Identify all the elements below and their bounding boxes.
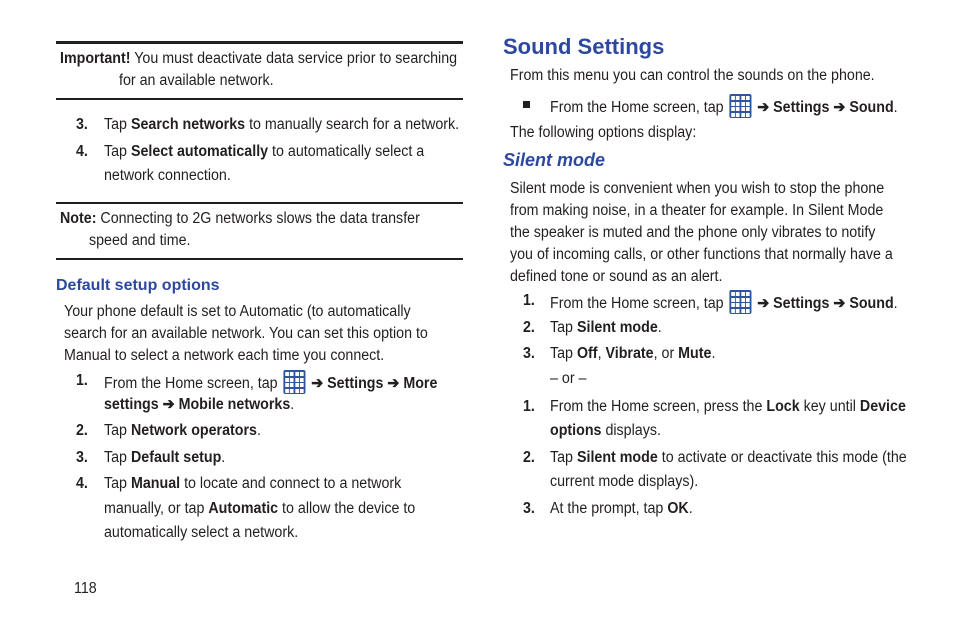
apps-grid-dot bbox=[731, 96, 735, 100]
step-manual-line3: automatically select a network. bbox=[104, 524, 299, 541]
note-top-rule bbox=[56, 202, 463, 204]
apps-grid-dot bbox=[746, 102, 750, 106]
step-select-automatically: Tap Select automatically to automatically select a bbox=[104, 143, 425, 160]
apps-grid-dot bbox=[736, 292, 740, 296]
step-number: 4. bbox=[76, 143, 88, 160]
step-number: 3. bbox=[523, 345, 535, 362]
step-number: 2. bbox=[76, 422, 88, 439]
apps-grid-dot bbox=[746, 303, 750, 307]
apps-grid-dot bbox=[731, 107, 735, 111]
step-prompt-ok: At the prompt, tap OK. bbox=[550, 500, 693, 517]
step-number: 2. bbox=[523, 319, 535, 336]
apps-grid-dot bbox=[295, 378, 299, 382]
apps-grid-icon bbox=[729, 94, 751, 118]
apps-grid-dot bbox=[295, 372, 299, 376]
apps-grid-dot bbox=[285, 383, 289, 387]
apps-grid-dot bbox=[295, 389, 299, 393]
note-line2: speed and time. bbox=[89, 232, 191, 249]
step-network-operators: Tap Network operators. bbox=[104, 422, 261, 439]
apps-grid-dot bbox=[736, 102, 740, 106]
step-search-networks: Tap Search networks to manually search for a network. bbox=[104, 116, 460, 133]
apps-grid-dot bbox=[741, 309, 745, 313]
apps-grid-dot bbox=[731, 113, 735, 117]
apps-grid-dot bbox=[746, 96, 750, 100]
apps-grid-dot bbox=[746, 113, 750, 117]
step-number: 3. bbox=[76, 116, 88, 133]
default-para-line1: Your phone default is set to Automatic (to automatically bbox=[64, 303, 411, 320]
apps-grid-dot bbox=[731, 309, 735, 313]
apps-grid-dot bbox=[285, 372, 289, 376]
step-home-screen-settings: From the Home screen, tap ➔ Settings ➔ More bbox=[104, 370, 437, 395]
apps-grid-dot bbox=[300, 378, 304, 382]
default-para-line2: search for an available network. You can set this option to bbox=[64, 325, 428, 342]
step-number: 1. bbox=[523, 292, 535, 309]
apps-grid-dot bbox=[295, 383, 299, 387]
apps-grid-dot bbox=[741, 96, 745, 100]
step-lock-key: From the Home screen, press the Lock key until Device bbox=[550, 398, 906, 415]
page-number: 118 bbox=[74, 580, 97, 597]
apps-grid-dot bbox=[746, 107, 750, 111]
apps-grid-dot bbox=[736, 107, 740, 111]
step-number: 1. bbox=[76, 372, 88, 389]
step-lock-key-line2: options displays. bbox=[550, 422, 661, 439]
apps-grid-dot bbox=[285, 378, 289, 382]
silent-para-line3: the speaker is muted and the phone only vibrates to notify bbox=[510, 224, 876, 241]
step-default-setup: Tap Default setup. bbox=[104, 449, 226, 466]
step-silent-mode: Tap Silent mode. bbox=[550, 319, 662, 336]
apps-grid-dot bbox=[741, 303, 745, 307]
or-separator: – or – bbox=[550, 370, 587, 387]
apps-grid-dot bbox=[300, 389, 304, 393]
silent-para-line1: Silent mode is convenient when you wish to stop the phone bbox=[510, 180, 885, 197]
step-number: 3. bbox=[76, 449, 88, 466]
step-manual-line2: manually, or tap Automatic to allow the device to bbox=[104, 500, 416, 517]
apps-grid-dot bbox=[736, 298, 740, 302]
note-line1: Note: Connecting to 2G networks slows the data transfer bbox=[60, 210, 420, 227]
apps-grid-dot bbox=[741, 298, 745, 302]
apps-grid-dot bbox=[736, 303, 740, 307]
apps-grid-dot bbox=[746, 309, 750, 313]
square-bullet-icon bbox=[523, 101, 530, 108]
sound-settings-title: Sound Settings bbox=[503, 34, 665, 59]
important-line1: Important! You must deactivate data service prior to searching bbox=[60, 50, 458, 67]
apps-grid-dot bbox=[290, 389, 294, 393]
apps-grid-dot bbox=[290, 372, 294, 376]
following-options: The following options display: bbox=[510, 124, 697, 141]
step-number: 1. bbox=[523, 398, 535, 415]
apps-grid-dot bbox=[746, 292, 750, 296]
step-home-screen-settings-line2: settings ➔ Mobile networks. bbox=[104, 396, 295, 413]
apps-grid-icon bbox=[729, 290, 751, 314]
step-silent-mode-toggle-line2: current mode displays). bbox=[550, 473, 699, 490]
bullet-home-screen-sound: From the Home screen, tap ➔ Settings ➔ Sound. bbox=[550, 94, 898, 119]
silent-para-line4: you of incoming calls, or other functions that normally have a bbox=[510, 246, 893, 263]
important-line2: for an available network. bbox=[119, 72, 274, 89]
apps-grid-dot bbox=[290, 378, 294, 382]
apps-grid-dot bbox=[731, 303, 735, 307]
sound-intro: From this menu you can control the sounds on the phone. bbox=[510, 67, 875, 84]
apps-grid-dot bbox=[285, 389, 289, 393]
apps-grid-dot bbox=[736, 96, 740, 100]
note-bottom-rule bbox=[56, 258, 463, 260]
step-number: 3. bbox=[523, 500, 535, 517]
apps-grid-dot bbox=[741, 292, 745, 296]
apps-grid-dot bbox=[736, 309, 740, 313]
default-setup-heading: Default setup options bbox=[56, 277, 220, 294]
apps-grid-dot bbox=[746, 298, 750, 302]
apps-grid-dot bbox=[300, 383, 304, 387]
important-top-rule bbox=[56, 41, 463, 44]
silent-para-line5: defined tone or sound as an alert. bbox=[510, 268, 723, 285]
apps-grid-icon bbox=[283, 370, 305, 394]
step-manual: Tap Manual to locate and connect to a network bbox=[104, 475, 402, 492]
silent-mode-heading: Silent mode bbox=[503, 150, 606, 170]
step-home-screen-sound: From the Home screen, tap ➔ Settings ➔ Sound. bbox=[550, 290, 898, 315]
apps-grid-dot bbox=[300, 372, 304, 376]
apps-grid-dot bbox=[290, 383, 294, 387]
silent-para-line2: from making noise, in a theater for example. In Silent Mode bbox=[510, 202, 884, 219]
apps-grid-dot bbox=[736, 113, 740, 117]
important-bottom-rule bbox=[56, 98, 463, 100]
step-number: 4. bbox=[76, 475, 88, 492]
apps-grid-dot bbox=[741, 102, 745, 106]
step-off-vibrate-mute: Tap Off, Vibrate, or Mute. bbox=[550, 345, 716, 362]
apps-grid-dot bbox=[731, 298, 735, 302]
step-number: 2. bbox=[523, 449, 535, 466]
default-para-line3: Manual to select a network each time you connect. bbox=[64, 347, 385, 364]
apps-grid-dot bbox=[741, 113, 745, 117]
apps-grid-dot bbox=[741, 107, 745, 111]
step-select-automatically-line2: network connection. bbox=[104, 167, 231, 184]
step-silent-mode-toggle: Tap Silent mode to activate or deactivate this mode (the bbox=[550, 449, 907, 466]
apps-grid-dot bbox=[731, 102, 735, 106]
apps-grid-dot bbox=[731, 292, 735, 296]
